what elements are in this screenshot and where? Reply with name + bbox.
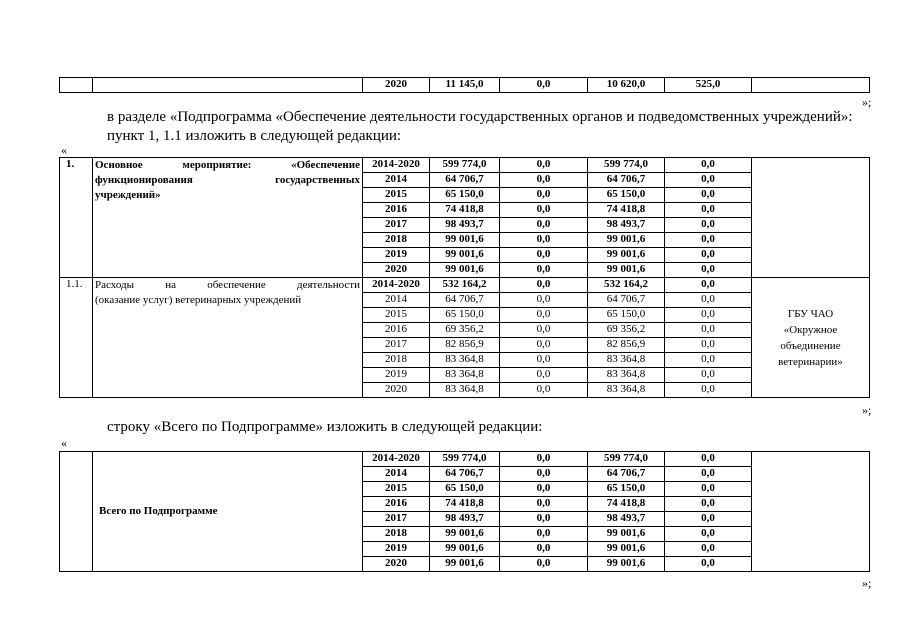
total-cell: 83 364,8 [430,353,500,368]
c4-cell: 0,0 [665,203,752,218]
total-cell: 99 001,6 [430,557,500,572]
period-cell: 2017 [363,338,430,353]
total-cell: 98 493,7 [430,512,500,527]
total-cell: 599 774,0 [430,158,500,173]
total-cell: 69 356,2 [430,323,500,338]
table-row [60,452,870,467]
c4-cell: 0,0 [665,218,752,233]
c3-cell: 69 356,2 [588,323,665,338]
c3-cell: 83 364,8 [588,353,665,368]
c4-cell: 0,0 [665,557,752,572]
executor-cell [752,452,870,572]
total-cell: 99 001,6 [430,233,500,248]
c2-cell: 0,0 [500,218,588,233]
c4-cell: 0,0 [665,293,752,308]
close-quote-2: »; [862,403,872,417]
item-number: 1.1. [60,278,93,398]
period-cell: 2019 [363,542,430,557]
c3-cell: 99 001,6 [588,233,665,248]
period-cell: 2018 [363,353,430,368]
c2-cell: 0,0 [500,188,588,203]
c2-cell: 0,0 [500,353,588,368]
close-quote: »; [862,95,872,109]
top-table [59,77,870,93]
col4-cell: 525,0 [665,78,752,93]
c3-cell: 74 418,8 [588,203,665,218]
executor-line-2: «Окружное [783,323,838,336]
c2-cell: 0,0 [500,542,588,557]
open-quote-2: « [61,436,67,450]
c2-cell: 0,0 [500,467,588,482]
period-cell: 2017 [363,512,430,527]
col2-cell: 0,0 [500,78,588,93]
c4-cell: 0,0 [665,353,752,368]
period-cell: 2015 [363,308,430,323]
c4-cell: 0,0 [665,467,752,482]
total-cell: 83 364,8 [430,368,500,383]
c3-cell: 82 856,9 [588,338,665,353]
c2-cell: 0,0 [500,512,588,527]
period-cell: 2014 [363,173,430,188]
c4-cell: 0,0 [665,263,752,278]
total-label: Всего по Подпрограмме [93,452,363,572]
total-cell: 82 856,9 [430,338,500,353]
c3-cell: 532 164,2 [588,278,665,293]
c3-cell: 64 706,7 [588,293,665,308]
total-cell: 65 150,0 [430,308,500,323]
c3-cell: 599 774,0 [588,452,665,467]
c4-cell: 0,0 [665,278,752,293]
item-description-line-3: учреждений» [95,189,161,201]
c4-cell: 0,0 [665,338,752,353]
period-cell: 2018 [363,233,430,248]
top-row [60,78,870,93]
c3-cell: 99 001,6 [588,557,665,572]
c2-cell: 0,0 [500,383,588,398]
c4-cell: 0,0 [665,188,752,203]
total-cell: 99 001,6 [430,542,500,557]
c2-cell: 0,0 [500,338,588,353]
c4-cell: 0,0 [665,482,752,497]
total-cell: 64 706,7 [430,293,500,308]
c3-cell: 99 001,6 [588,248,665,263]
c3-cell: 65 150,0 [588,482,665,497]
c4-cell: 0,0 [665,497,752,512]
period-cell: 2014-2020 [363,278,430,293]
period-cell: 2014-2020 [363,158,430,173]
c3-cell: 99 001,6 [588,542,665,557]
c2-cell: 0,0 [500,263,588,278]
period-cell: 2014 [363,467,430,482]
table-row [60,158,870,173]
c2-cell: 0,0 [500,452,588,467]
total-cell: 98 493,7 [430,218,500,233]
c2-cell: 0,0 [500,557,588,572]
period-cell: 2014 [363,293,430,308]
c3-cell: 98 493,7 [588,218,665,233]
c4-cell: 0,0 [665,383,752,398]
executor-cell [752,78,870,93]
total-cell: 65 150,0 [430,482,500,497]
table-2 [59,451,870,572]
executor-cell [752,158,870,278]
c4-cell: 0,0 [665,233,752,248]
total-cell: 99 001,6 [430,248,500,263]
period-cell: 2014-2020 [363,452,430,467]
c2-cell: 0,0 [500,482,588,497]
paragraph-1-line-2: пункт 1, 1.1 изложить в следующей редакции: [107,128,402,144]
c4-cell: 0,0 [665,512,752,527]
paragraph-2: строку «Всего по Подпрограмме» изложить в следующей редакции: [107,419,543,435]
total-cell: 83 364,8 [430,383,500,398]
c3-cell: 65 150,0 [588,188,665,203]
c4-cell: 0,0 [665,323,752,338]
item-description-line-1: Основное мероприятие: «Обеспечение [95,159,360,171]
item-description-line-2: функционирования государственных [95,174,360,186]
table-1 [59,157,870,398]
c3-cell: 99 001,6 [588,263,665,278]
c4-cell: 0,0 [665,452,752,467]
c3-cell: 99 001,6 [588,527,665,542]
total-cell: 11 145,0 [430,78,500,93]
c3-cell: 74 418,8 [588,497,665,512]
c2-cell: 0,0 [500,293,588,308]
c4-cell: 0,0 [665,527,752,542]
c3-cell: 83 364,8 [588,383,665,398]
total-cell: 64 706,7 [430,173,500,188]
total-cell: 64 706,7 [430,467,500,482]
total-cell: 99 001,6 [430,527,500,542]
c2-cell: 0,0 [500,323,588,338]
executor-line-1: ГБУ ЧАО [787,307,834,320]
total-cell: 65 150,0 [430,188,500,203]
c4-cell: 0,0 [665,158,752,173]
executor-line-4: ветеринарии» [778,355,843,368]
c2-cell: 0,0 [500,278,588,293]
c2-cell: 0,0 [500,527,588,542]
period-cell: 2020 [363,263,430,278]
c2-cell: 0,0 [500,497,588,512]
period-cell: 2015 [363,188,430,203]
period-cell: 2016 [363,497,430,512]
item-description [93,158,363,278]
item-description-line-2: (оказание услуг) ветеринарных учреждений [95,294,302,306]
c3-cell: 64 706,7 [588,467,665,482]
c3-cell: 98 493,7 [588,512,665,527]
period-cell: 2020 [363,78,430,93]
table-row [60,278,870,293]
paragraph-1-line-1: в разделе «Подпрограмма «Обеспечение деятельности государственных органов и подведомственных учреждений»: [107,109,853,125]
c4-cell: 0,0 [665,248,752,263]
col3-cell: 10 620,0 [588,78,665,93]
period-cell: 2019 [363,368,430,383]
c4-cell: 0,0 [665,173,752,188]
desc-cell [93,78,363,93]
c2-cell: 0,0 [500,203,588,218]
item-description-line-1: Расходы на обеспечение деятельности [95,279,360,291]
c3-cell: 65 150,0 [588,308,665,323]
executor-cell [752,278,870,398]
c4-cell: 0,0 [665,368,752,383]
period-cell: 2015 [363,482,430,497]
c3-cell: 83 364,8 [588,368,665,383]
period-cell: 2017 [363,218,430,233]
c2-cell: 0,0 [500,368,588,383]
period-cell: 2020 [363,557,430,572]
total-cell: 99 001,6 [430,263,500,278]
c2-cell: 0,0 [500,173,588,188]
period-cell: 2016 [363,323,430,338]
executor-line-3: объединение [780,339,841,352]
item-description [93,278,363,398]
period-cell: 2016 [363,203,430,218]
total-cell: 532 164,2 [430,278,500,293]
c4-cell: 0,0 [665,542,752,557]
c4-cell: 0,0 [665,308,752,323]
c2-cell: 0,0 [500,308,588,323]
total-cell: 74 418,8 [430,203,500,218]
num-cell [60,78,93,93]
total-cell: 74 418,8 [430,497,500,512]
item-number [60,452,93,572]
period-cell: 2020 [363,383,430,398]
item-number: 1. [60,158,93,278]
period-cell: 2018 [363,527,430,542]
total-cell: 599 774,0 [430,452,500,467]
c3-cell: 64 706,7 [588,173,665,188]
period-cell: 2019 [363,248,430,263]
c2-cell: 0,0 [500,158,588,173]
open-quote: « [61,143,67,157]
c2-cell: 0,0 [500,233,588,248]
c2-cell: 0,0 [500,248,588,263]
close-quote-3: »; [862,576,872,590]
c3-cell: 599 774,0 [588,158,665,173]
